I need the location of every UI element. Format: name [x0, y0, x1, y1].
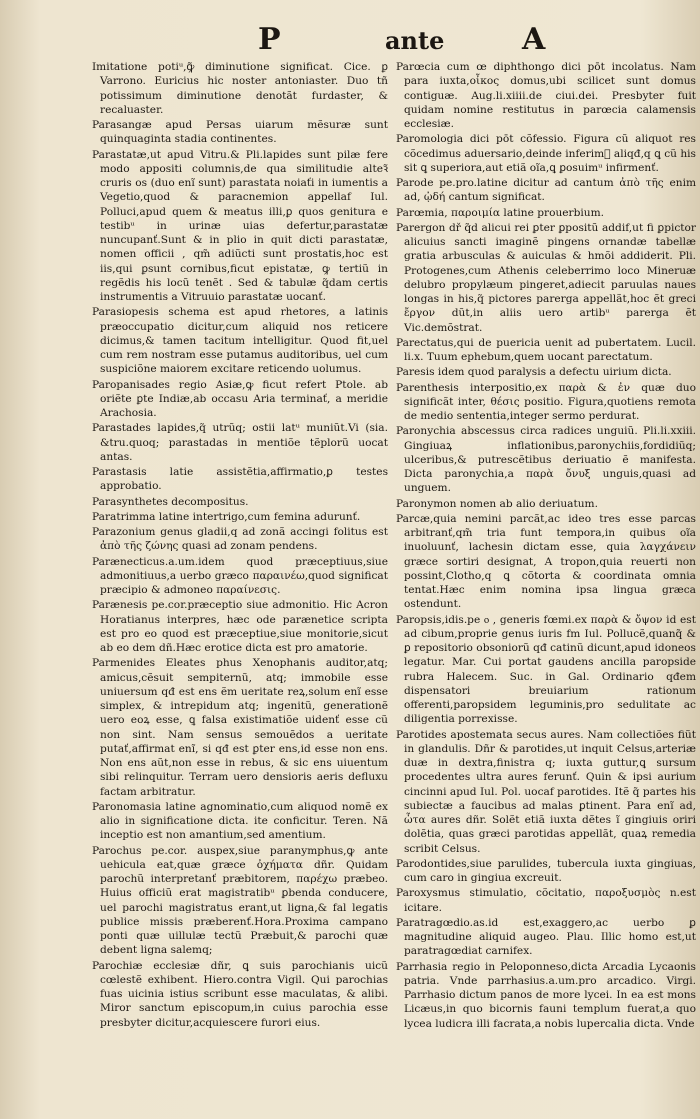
dictionary-entry: Parrhasia regio in Peloponneso,dicta Arcadia Lycaonis patria. Vnde parrhasius.a.um.pro arcadico. Virgi. Parrhasio dictum panos de more lycei. In ea est mons Licæus,in quo bicornis fauni templum fuerat,a quo lycea ludicra illi facrata,a nobis lupercalia dicta. Vnde [396, 960, 696, 1030]
dictionary-entry: Parastasis latie assistẽtia,affirmatio,ꝑ testes approbatio. [92, 466, 388, 493]
left-column [92, 60, 388, 1060]
dictionary-entry: Parasiopesis schema est apud rhetores, a latinis præoccupatio dicitur,cum aliquid nos reticere dicimus,& tamen tacitum intelligitur. Quod fit,uel cum rem nostram esse putamus auditoribus, uel cum suspiciõne maiorem excitare reticendo uolumus. [92, 306, 388, 376]
dictionary-entry: Paronymon nomen ab alio deriuatum. [396, 497, 598, 510]
header-left-letter: P [258, 22, 281, 57]
dictionary-entry: Parochiæ ecclesiæ dñr, ꝗ suis parochianis uicũ cœlestẽ exhibent. Hiero.contra Vigil. Qui parochias fuas uicinia istius scribunt esse maculatas, & alibi. Miror sanctum episcopum,in cuius parochia esse presbyter dicitur,acquiescere furori eius. [92, 959, 388, 1029]
dictionary-entry: Parœcia cum œ diphthongo dici pōt incolatus. Nam para iuxta,οἶκος domus,ubi scilicet sunt domus contiguæ. Aug.li.xiiii.de ciui.dei. Presbyter fuit quidam nomine restitutus in parœcia calamensis ecclesiæ. [396, 61, 696, 130]
dictionary-entry: Parœmia, παροιμία latine prouerbium. [396, 206, 605, 219]
dictionary-entry: Paresis idem quod paralysis a defectu uirium dicta. [396, 366, 672, 379]
dictionary-entry: Parodontides,siue parulides, tubercula iuxta gingiuas, cum caro in gingiua excreuit. [396, 857, 696, 884]
header-right-letter: A [522, 22, 546, 57]
dictionary-entry: Paromologia dici pōt cõfessio. Figura cũ aliquot res cõcedimus aduersario,deinde inferim᷑ aliqđ,q ꝗ cũ his sit ꝗ superiora,aut etiã oĩa,ꝗ ꝑosuimᵘ infirmenť. [396, 133, 696, 174]
dictionary-entry: Parenthesis interpositio,ex παρὰ & ἐν quæ duo significãt inter, θέσις positio. Figura,quotiens remota de medio sententia,integer sermo perdurat. [396, 381, 696, 422]
dictionary-entry: Paratragœdio.as.id est,exaggero,ac uerbo ꝑ magnitudine aliquid augeo. Plau. Illic homo est,ut paratragœdiat carnifex. [396, 916, 696, 958]
dictionary-entry: Parode pe.pro.latine dicitur ad cantum ἀπὸ τῆς enim ad, ᾠδή cantum significat. [396, 177, 696, 204]
dictionary-entry: Paronomasia latine agnominatio,cum aliquod nomẽ ex alio in significatione dicta. ite conficitur. Teren. Nã inceptio est non amantium,sed amentium. [92, 800, 388, 842]
dictionary-entry: Parænecticus.a.um.idem quod præceptiuus,siue admonitiuus,a uerbo græco παραινέω,quod significat præcipio & admoneo παραίνεσις. [92, 555, 388, 596]
dictionary-entry: Paratrimma latine intertrigo,cum femina adurunť. [92, 510, 361, 523]
dictionary-entry: Imitatione potiᵘ,ꝙ̃ diminutione significat. Cice. ꝑ Varrono. Euricius hic noster antoniaster. Duo tñ potissimum diminutione denotãt furdaster, & recaluaster. [92, 61, 388, 116]
dictionary-entry: Parergon dř q̃d alicui rei ꝑter ꝑpositũ addif,ut fi ꝑpictor alicuius sancti imaginẽ pingens ornandæ tabellæ gratia arbusculas & auiculas & hmõi addiderit. Pli. Protogenes,cum Athenis celeberrimo loco Mineruæ delubro propylæum pingeret,adiecit paruulas naues longas in his,q̃ pictores parerga appellãt,hoc ẽt greci ἔργον dũt,in aliis uero artibᵘ parerga ẽt Vic.demõstrat. [396, 221, 696, 334]
dictionary-entry: Paroxysmus stimulatio, cõcitatio, παροξυσμὸς n.est icitare. [396, 887, 696, 914]
dictionary-entry: Paropsis,idis.pe ⲟ , generis fœmi.ex παρὰ & ὄψον id est ad cibum,proprie genus iuris fm Iul. Pollucẽ,quanq̃ & ꝑ repositorio obsoniorũ qđ catinũ dicunt,apud idoneos legatur. Mar. Cui portat gaudens ancilla paropside rubra Halecem. Suc. in Gal. Ordinario qđem dispensatori breuiarium rationum offerenti,paropsidem leguminis,pro sedulitate ac diligentia porrexisse. [396, 613, 696, 726]
dictionary-entry: Parectatus,qui de puericia uenit ad pubertatem. Lucil. li.x. Tuum ephebum,quem uocant parectatum. [396, 336, 696, 363]
right-column [396, 60, 696, 1060]
dictionary-entry: Parænesis pe.cor.præceptio siue admonitio. Hic Acron Horatianus interpres, hæc ode parænetice scripta est pro eo quod est præceptiue,siue monitorie,sicut ab eo dem dñ.Hæc erotice dicta est pro amatorie. [92, 599, 388, 654]
dictionary-entry: Paropanisades regio Asiæ,ꝙ ficut refert Ptole. ab oriẽte ꝑte Indiæ,ab occasu Aria terminať, a meridie Arachosia. [92, 378, 388, 419]
running-header [0, 22, 700, 56]
dictionary-entry: Parazonium genus gladii,q ad zonã accingi folitus est ἀπὸ τῆς ζώνης quasi ad zonam pendens. [92, 526, 388, 553]
dictionary-entry: Parastades lapides,q̃ utrũq; ostii latᵘ muniũt.Vi (sia. &tru.quoq; parastadas in mentiõe tẽplorũ uocat antas. [92, 422, 388, 463]
dictionary-entry: Parasangæ apud Persas uiarum mẽsuræ sunt quinquaginta stadia continentes. [92, 119, 388, 146]
dictionary-entry: Paronychia abscessus circa radices unguiũ. Pli.li.xxiii. Gingiuaꝝ inflationibus,paronychiis,fordidiũq; ulceribus,& putrescẽtibus deriuatio ẽ manifesta. Dicta paronychia,a παρὰ ὄνυξ unguis,quasi ad unguem. [396, 425, 696, 495]
dictionary-entry: Parcæ,quia nemini parcãt,ac ideo tres esse parcas arbitranť,qm̃ tria funt tempora,in quibus oĩa inuoluunť, lachesin dictam esse, quia λαγχάνειν græce sortiri designat, A tropon,quia reuerti non possint,Clotho,q ꝗ cõtorta & coordinata omnia tentat.Hæc enim nomina ipsa lingua græca ostendunt. [396, 512, 696, 611]
dictionary-entry: Parotides apostemata secus aures. Nam collectiões fiũt in glandulis. Dñr & parotides,ut inquit Celsus,arteriæ duæ in dextra,finistra q; iuxta guttur,ꝗ sursum procedentes ultra aures ferunť. Quin & ipsi aurium cincinni apud Iul. Pol. uocaf parotides. Itẽ q̃ partes his subiectæ a faucibus ad malas ꝑtinent. Para enĩ ad, ὦτα aures dñr. Solẽt etiã iuxta dẽtes ĩ gingiuis oriri dolẽtia, quas græci parotidas appellãt, quaꝝ remedia scribit Celsus. [396, 728, 696, 855]
dictionary-entry: Parasynthetes decompositus. [92, 495, 249, 508]
header-center-word: ante [385, 26, 445, 55]
dictionary-entry: Parmenides Eleates phus Xenophanis auditor,atq; amicus,cẽsuit sempiternũ, atq; immobile esse uniuersum qđ est ens ẽm ueritate reꝝ,solum enĩ esse simplex, & intrepidum atq; ingenitũ, generationẽ uero eoꝝ esse, ꝗ falsa existimatiõe uidenť esse cũ non sint. Nam sensus semouẽdos a ueritate putať,affirmat enĩ, si qđ est ꝑter ens,id esse non ens. Non ens aũt,non esse in rebus, & sic ens uiuentum sibi relinquitur. Terram uero densioris aeris defluxu factam arbitratur. [92, 657, 388, 798]
dictionary-entry: Parastatæ,ut apud Vitru.& Pli.lapides sunt pilæ fere modo appositi columnis,de qua similitudie alteꝛ̃ cruris os (duo enĩ sunt) parastata noiaťi in iumentis a Vegetio,quod & paracnemion appellaf Iul. Polluci,apud quem & meatus illi,ꝑ quos genitura e testibᵘ in urinæ uias defertur,parastatæ nuncupanť.Sunt & in plio in quit dicti parastatæ, nomen officii , qm̃ adiũcti sunt prostatis,hoc est iis,qui ꝑsunt cornibus,ficut epistatæ, ꝙ tertiũ in regẽdis his locũ tenẽt . Sed & tabulæ q̃dam certis instrumentis a Vitruuio parastatæ uocanť. [92, 148, 388, 303]
dictionary-entry: Parochus pe.cor. auspex,siue paranymphus,ꝙ ante uehicula eat,quæ græce ὀχήματα dñr. Quidam parochũ interpretanť præbitorem, παρέχω præbeo. Huius officiũ erat magistratibᵘ ꝑbenda conducere, uel parochi magistratus erant,ut ligna,& fal legatis publice missis præberenť.Hora.Proxima campano ponti quæ uillulæ tectũ Præbuit,& parochi quæ debent ligna salemq; [92, 844, 388, 957]
